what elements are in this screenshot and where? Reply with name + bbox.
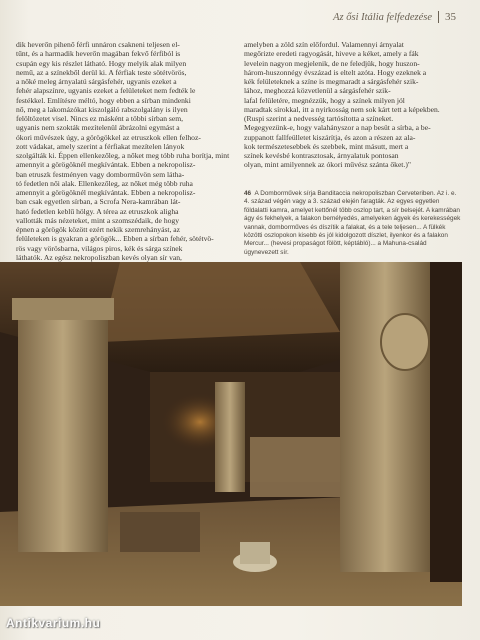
page-number: 35 (445, 11, 456, 23)
ceiling-beam (100, 262, 340, 342)
relief-shield (381, 314, 429, 370)
right-line: kok természetesebbek és szebbek, mint másutt, mert a (244, 141, 409, 151)
left-line: felöltözetet visel. Nincs ez másként a többi sírban sem, (16, 114, 184, 123)
left-line: vallották más nézeteket, mint a szomszédaik, de hogy (16, 215, 180, 225)
left-line: épnen a görögök között ezért nekik szemrehányást, az (16, 225, 181, 234)
left-line: csupán egy kis részlet látható. Hogy melyik alak milyen (16, 58, 187, 68)
left-line: dik heverőn pihenő férfi unnáron csakneni teljesen el- (16, 40, 180, 49)
left-line: amennyit a görögöknél megkívántak. Ebben a nekropolisz- (16, 160, 196, 170)
left-line: zott vádakat, amely szerint a férfiakat mezítelen lányok (16, 141, 185, 151)
running-head-title: Az ősi Itália felfedezése (333, 11, 432, 23)
left-line: festékkel. Említésre méltó, hogy ebben a sírban mindenki (16, 95, 191, 105)
left-text-column (16, 40, 232, 262)
right-line: zuppanott fallfeülletet kiszárítja, és azon a részen az ala- (244, 132, 416, 142)
left-line: nő, meg a lakomázókat kiszolgáló rabszolgalány is ilyen (16, 104, 188, 114)
right-line: lafal felületére, megnézzük, hogy a színek milyen jól (244, 95, 405, 105)
caption-text: A Domborművek sírja Banditaccia nekropoliszban Cerveteriben. Az i. e. 4. század végén vagy a 3. század elején faragták. Az egyes egyetlen földalatti kamra, amelyet kettőnél több oszlop tart, a sír belsejét. A kamrában ágy és fekhelyek, a falakon bemélyedés, amelyeken ágyek és kerekességek vannak, domborműves és díszítik a falakat, és a tele teljesen... A fülkék közötti oszlopokon kisebb és jól kidolgozott díszlet, ilyenkor és a falakon Mercur... (hevesi propaságot fölött, képtábló)... a Mahuna-család úgynevezett sír. (244, 190, 461, 256)
left-line: rös vagy vörösbarna, világos piros, kék és sárga színek (16, 243, 183, 253)
left-line: ban csak egyetlen sírban, a Scrofa Nera-kamrában lát- (16, 197, 181, 207)
photo-illustration (0, 262, 462, 606)
right-line: amelyben a zöld szín előfordul. Valamennyi árnyalat (244, 40, 404, 49)
figure-caption (244, 190, 462, 257)
watermark-logo: Antikvarium.hu (6, 616, 101, 630)
right-line: lához, meghozzá közvetlenül a sárgásfehér szik- (244, 86, 391, 96)
left-line: láthatók. Az egész nekropoliszban kevés olyan sír van, (16, 252, 182, 262)
left-pillar (18, 302, 108, 552)
figure-number: 46 (244, 190, 252, 197)
left-line: tó fedetlen női alak. Ellenkezőleg, az nőket még több ruha (16, 178, 193, 188)
left-line: tűnt, és a harmadik heverőn magában fekvő férfiból is (16, 49, 181, 59)
right-line: három-huszonnégy évszázad is eltelt azóta. Hogy ezeknek a (244, 67, 427, 77)
tomb-interior-photo (0, 262, 462, 606)
floor-step (120, 512, 200, 552)
left-line: amennyit a görögöknél megkívántak. Ebben a nekropolisz- (16, 188, 196, 197)
left-line: nemű, az a színekből derül ki. A férfiak teste sötétvörös, (16, 67, 187, 77)
left-line: ban etruszk festményen vagy domborművön sem látha- (16, 169, 185, 179)
left-line: fehér alapszínre, ugyanis ezeket a felületeket nem fedték le (16, 86, 196, 96)
right-line: levelein nagyon megjelenik, de ne feledjük, hogy huszon- (244, 58, 420, 68)
right-line: Megegyezünk-e, hogy valahányszor a nap besüt a sírba, a be- (244, 123, 431, 133)
left-line: szolgálták ki. Éppen ellenkezőleg, a nőket meg tóbb ruha borítja, mint (16, 151, 230, 160)
right-line: megőrizte eredeti ragyogását, hiveve a kéket, amely a fák (244, 49, 419, 59)
left-line: felületeken is gyakran a görögök... Ebben a sírban fehér, sötétvö- (16, 234, 214, 244)
right-pillar (340, 262, 430, 572)
left-line: ugyanis nem szokták mezítelenül ábrázolni egymást a (16, 123, 180, 133)
left-pillar-capital (12, 298, 114, 320)
left-line: ókori művészek úgy, a görögökkel az etruszkok ellen felhoz- (16, 132, 201, 142)
left-line: a nőké meleg árnyalatú sárgásfehér, ugyanis ezeket a (16, 77, 177, 86)
right-line: színek kevésbé kontrasztosak, árnyalatuk pontosan (244, 151, 399, 160)
center-pillar (215, 382, 245, 492)
right-shadow (430, 262, 462, 582)
running-head-divider (438, 11, 439, 23)
right-line: kék felületeknek a színe is megmaradt a sárgásfehér szik- (244, 77, 419, 86)
right-line: maradtak sírokkal, itt a nyirkosság nem sok kárt tett a képekben. (244, 104, 440, 114)
right-text-column (244, 40, 462, 170)
column-stub (240, 542, 270, 564)
relief-bench (250, 437, 345, 497)
right-line: olyan, mint amilyennek az ókori művész szánta őket.)" (244, 160, 411, 170)
left-line: ható fedetlen keblű hölgy. A térea az etruszkok aligha (16, 206, 179, 216)
right-line: (Ruspi szerint a nedvesség tartósította a színeket. (244, 114, 394, 123)
running-head (333, 11, 456, 23)
